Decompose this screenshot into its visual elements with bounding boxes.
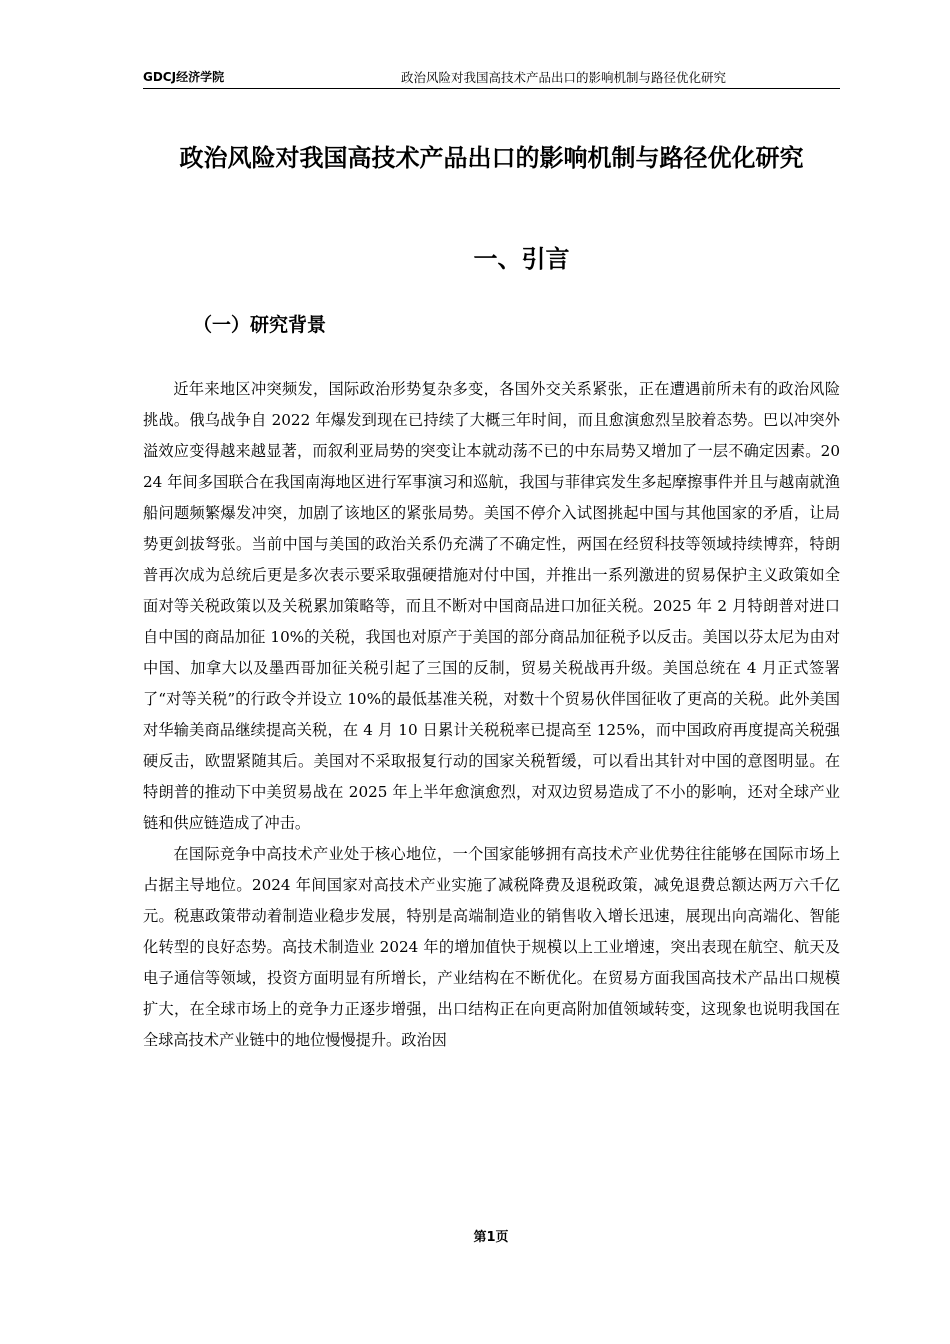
section-heading: 一、引言 (473, 245, 570, 273)
document-title: 政治风险对我国高技术产品出口的影响机制与路径优化研究 (179, 144, 804, 172)
page-number: 第1页 (473, 1230, 509, 1245)
subsection-heading: （一）研究背景 (193, 314, 327, 336)
paragraph-2: 在国际竞争中高技术产业处于核心地位，一个国家能够拥有高技术产业优势往往能够在国际市场上占据主导地位。2024 年间国家对高技术产业实施了减税降费及退税政策，减免退费总额达两万六千亿元。税惠政策带动着制造业稳步发展，特别是高端制造业的销售收入增长迅速，展现出向高端化、智能化转型的良好态势。高技术制造业 2024 年的增加值快于规模以上工业增速，突出表现在航空、航天及电子通信等领域，投资方面明显有所增长，产业结构在不断优化。在贸易方面我国高技术产品出口规模扩大，在全球市场上的竞争力正逐步增强，出口结构正在向更高附加值领域转变，这现象也说明我国在全球高技术产业链中的地位慢慢提升。政治因 (143, 845, 840, 1049)
header-institution: GDCJ经济学院 (143, 70, 225, 84)
paragraph-1: 近年来地区冲突频发，国际政治形势复杂多变，各国外交关系紧张，正在遭遇前所未有的政治风险挑战。俄乌战争自 2022 年爆发到现在已持续了大概三年时间，而且愈演愈烈呈胶着态势。巴以冲突外溢效应变得越来越显著，而叙利亚局势的突变让本就动荡不已的中东局势又增加了一层不确定因素。2024 年间多国联合在我国南海地区进行军事演习和巡航，我国与菲律宾发生多起摩擦事件并且与越南就渔船问题频繁爆发冲突，加剧了该地区的紧张局势。美国不停介入试图挑起中国与其他国家的矛盾，让局势更剑拔弩张。当前中国与美国的政治关系仍充满了不确定性，两国在经贸科技等领域持续博弈，特朗普再次成为总统后更是多次表示要采取强硬措施对付中国，并推出一系列激进的贸易保护主义政策如全面对等关税政策以及关税累加策略等，而且不断对中国商品进口加征关税。2025 年 2 月特朗普对进口自中国的商品加征 10%的关税，我国也对原产于美国的部分商品加征税予以反击。美国以芬太尼为由对中国、加拿大以及墨西哥加征关税引起了三国的反制，贸易关税战再升级。美国总统在 4 月正式签署了“对等关税”的行政令并设立 10%的最低基准关税，对数十个贸易伙伴国征收了更高的关税。此外美国对华输美商品继续提高关税，在 4 月 10 日累计关税税率已提高至 125%，而中国政府再度提高关税强硬反击，欧盟紧随其后。美国对不采取报复行动的国家关税暂缓，可以看出其针对中国的意图明显。在特朗普的推动下中美贸易战在 2025 年上半年愈演愈烈，对双边贸易造成了不小的影响，还对全球产业链和供应链造成了冲击。 (143, 380, 840, 832)
page-header (143, 66, 840, 89)
header-running-title: 政治风险对我国高技术产品出口的影响机制与路径优化研究 (401, 70, 727, 85)
body-text (143, 374, 840, 1056)
